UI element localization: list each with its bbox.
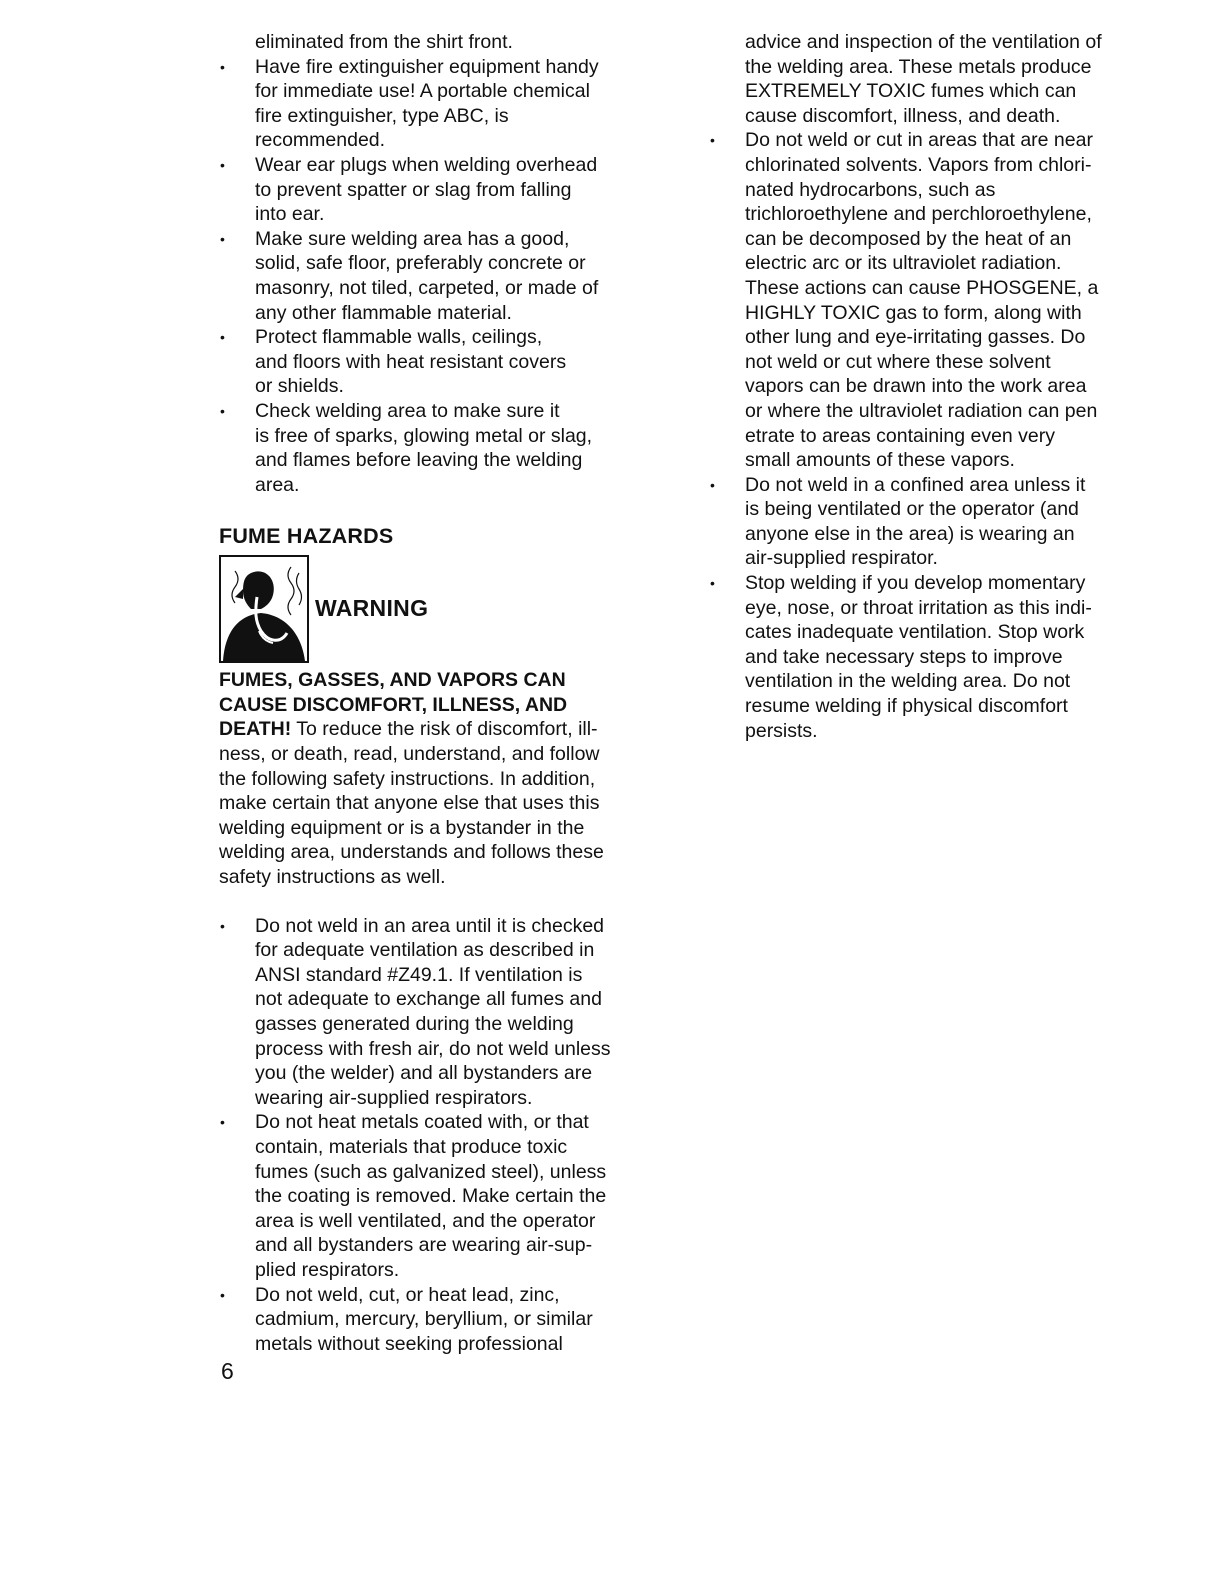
warning-label: WARNING xyxy=(315,594,429,621)
list-item: • Protect flammable walls, ceilings, and floors with heat resistant covers or shields. xyxy=(219,325,679,399)
right-column xyxy=(709,30,1169,743)
list-item: • Do not heat metals coated with, or that contain, materials that produce toxic fumes (such as galvanized steel), unless the coating is removed. Make certain the area is well ventilated, and the operator and all bystanders are wearing air-sup- plied respirators. xyxy=(219,1110,679,1282)
page-number: 6 xyxy=(221,1358,234,1384)
list-item: • Do not weld in a confined area unless it is being ventilated or the operator (and anyone else in the area) is wearing an air-supplied respirator. xyxy=(709,473,1169,571)
fire-safety-list xyxy=(219,55,679,498)
list-item: • Stop welding if you develop momentary eye, nose, or throat irritation as this indi- cates inadequate ventilation. Stop work and take necessary steps to improve ventilation in the welding area. Do not resume welding if physical discomfort persists. xyxy=(709,571,1169,743)
left-column xyxy=(219,30,679,1356)
list-item: • Check welding area to make sure it is free of sparks, glowing metal or slag, and flames before leaving the welding area. xyxy=(219,399,679,497)
fume-safety-list-continued xyxy=(709,128,1169,743)
section-heading: FUME HAZARDS xyxy=(219,524,394,549)
continuation-text: eliminated from the shirt front. xyxy=(255,31,513,53)
list-item: • Do not weld, cut, or heat lead, zinc, cadmium, mercury, beryllium, or similar metals without seeking professional xyxy=(219,1283,679,1357)
warning-block xyxy=(219,554,679,664)
list-item: • Do not weld in an area until it is checked for adequate ventilation as described in ANSI standard #Z49.1. If ventilation is not adequate to exchange all fumes and gasses generated during the welding process with fresh air, do not weld unless you (the welder) and all bystanders are wearing air-supplied respirators. xyxy=(219,914,679,1111)
list-item: • Have fire extinguisher equipment handy for immediate use! A portable chemical fire extinguisher, type ABC, is recommended. xyxy=(219,55,679,153)
continuation-text: advice and inspection of the ventilation of the welding area. These metals produce EXTREMELY TOXIC fumes which can cause discomfort, illness, and death. xyxy=(745,31,1102,127)
list-item: • Make sure welding area has a good, solid, safe floor, preferably concrete or masonry, not tiled, carpeted, or made of any other flammable material. xyxy=(219,227,679,325)
fume-inhalation-icon xyxy=(219,555,309,663)
fume-safety-list xyxy=(219,914,679,1357)
list-item: • Do not weld or cut in areas that are near chlorinated solvents. Vapors from chlori- nated hydrocarbons, such as trichloroethylene and perchloroethylene, can be decomposed by the heat of an electric arc or its ultraviolet radiation. These actions can cause PHOSGENE, a HIGHLY TOXIC gas to form, along with other lung and eye-irritating gasses. Do not weld or cut where these solvent vapors can be drawn into the work area or where the ultraviolet radiation can pen etrate to areas containing even very small amounts of these vapors. xyxy=(709,128,1169,472)
list-item: • Wear ear plugs when welding overhead to prevent spatter or slag from falling into ear. xyxy=(219,153,679,227)
warning-lead-paragraph: FUMES, GASSES, AND VAPORS CAN CAUSE DISCOMFORT, ILLNESS, AND DEATH! To reduce the risk of discomfort, ill- ness, or death, read, understand, and follow the following safety instructions. In addition, make certain that anyone else that uses this welding equipment or is a bystander in the welding area, understands and follows these safety instructions as well. xyxy=(219,669,604,889)
